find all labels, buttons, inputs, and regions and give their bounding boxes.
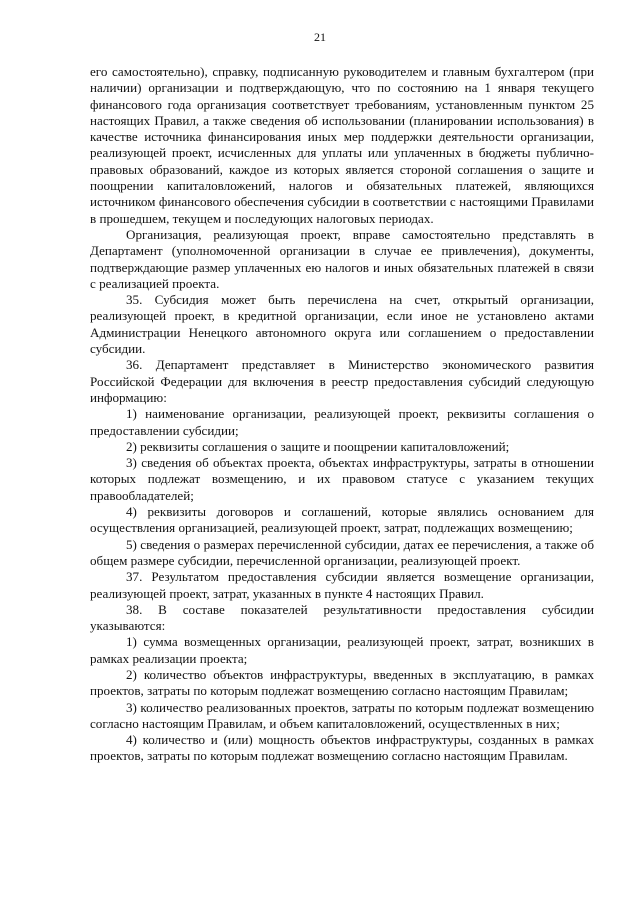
paragraph-continuation: его самостоятельно), справку, подписанную руководителем и главным бухгалтером (при наличии) организации и подтверждающую, что по состоянию на 1 января текущего финансового года организация соответствует требованиям, установленным пунктом 25 настоящих Правил, а также сведения об использовании (планировании использования) в качестве источника финансирования иных мер поддержки деятельности организации, реализующей проект, исчисленных для уплаты или уплаченных в бюджеты публично-правовых образований, каждое из которых является стороной соглашения о защите и поощрении капиталовложений, налогов и обязательных платежей, являющихся источником финансового обеспечения субсидии в соответствии с настоящими Правилами в прошедшем, текущем и последующих налоговых периодах.: [90, 64, 594, 226]
paragraph-clause-36: 36. Департамент представляет в Министерство экономического развития Российской Федерации для включения в реестр предоставления субсидий следующую информацию:: [90, 357, 594, 405]
paragraph-clause-38-item-3: 3) количество реализованных проектов, затраты по которым подлежат возмещению согласно настоящим Правилам, и объем капиталовложений, осуществленных в них;: [90, 699, 594, 731]
paragraph-clause-38: 38. В составе показателей результативности предоставления субсидии указываются:: [90, 601, 594, 634]
paragraph-clause-36-item-3: 3) сведения об объектах проекта, объектах инфраструктуры, затраты в отношении которых подлежат возмещению, и их правовом статусе с указанием текущих правообладателей;: [90, 455, 594, 503]
paragraph-clause-36-item-5: 5) сведения о размерах перечисленной субсидии, датах ее перечисления, а также об общем размере субсидии, перечисленной организации, реализующей проект.: [90, 536, 594, 568]
page-number: 21: [314, 30, 326, 44]
paragraph-clause-38-item-2: 2) количество объектов инфраструктуры, введенных в эксплуатацию, в рамках проектов, затраты по которым подлежат возмещению согласно настоящим Правилам;: [90, 666, 594, 699]
paragraph-clause-38-item-4: 4) количество и (или) мощность объектов инфраструктуры, созданных в рамках проектов, затраты по которым подлежат возмещению согласно настоящим Правилам.: [90, 732, 594, 764]
paragraph-clause-35: 35. Субсидия может быть перечислена на счет, открытый организации, реализующей проект, в кредитной организации, если иное не установлено актами Администрации Ненецкого автономного округа или соглашением о предоставлении субсидии.: [90, 292, 594, 357]
paragraph-clause-38-item-1: 1) сумма возмещенных организации, реализующей проект, затрат, возникших в рамках реализации проекта;: [90, 634, 594, 666]
paragraph-clause-37: 37. Результатом предоставления субсидии является возмещение организации, реализующей проект, затрат, указанных в пункте 4 настоящих Правил.: [90, 569, 594, 601]
paragraph-clause-36-item-2: 2) реквизиты соглашения о защите и поощрении капиталовложений;: [126, 438, 510, 454]
document-body: [90, 64, 594, 765]
paragraph-clause-36-item-1: 1) наименование организации, реализующей проект, реквизиты соглашения о предоставлении субсидии;: [90, 406, 594, 438]
paragraph-organization-rights: Организация, реализующая проект, вправе самостоятельно представлять в Департамент (уполномоченной организации в случае ее привлечения), документы, подтверждающие размер уплаченных ею налогов и иных обязательных платежей в связи с реализацией проекта.: [90, 226, 594, 291]
paragraph-clause-36-item-4: 4) реквизиты договоров и соглашений, которые являлись основанием для осуществления организацией, реализующей проект, затрат, подлежащих возмещению;: [90, 504, 594, 536]
